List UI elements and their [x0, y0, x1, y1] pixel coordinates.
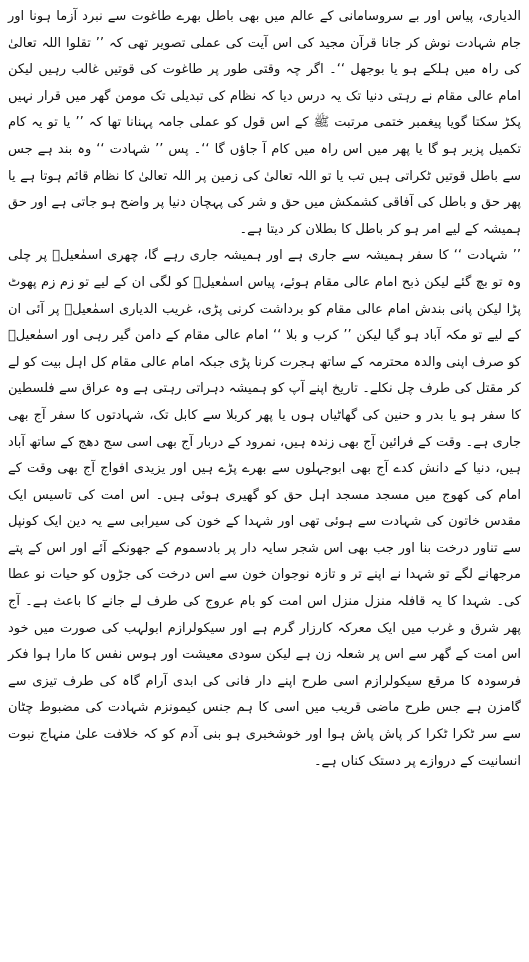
article-paragraph-2: ’’ شہادت ‘‘ کا سفر ہمیشہ سے جاری ہے اور ہمیشہ جاری رہے گا، چھری اسمٰعیلؑ پر چلی وہ تو بچ گئے لیکن ذبح امام عالی مقام ہوئے، پیاس اسمٰعیلؑ کو لگی ان کے لیے تو زم زم پھوٹ پڑا لیکن پانی بندش امام عالی مقام کو برداشت کرنی پڑی، غریب الدیاری اسمٰعیلؑ پر آئی ان کے لیے تو مکہ آباد ہو گیا لیکن ’’ کرب و بلا ‘‘ امام عالی مقام کے دامن گیر رہی اور اسمٰعیلؑ کو صرف اپنی والدہ محترمہ کے ساتھ ہجرت کرنا پڑی جبکہ امام عالی مقام کل اہل بیت کو لے کر مقتل کی طرف چل نکلے۔ تاریخ اپنے آپ کو ہمیشہ دہراتی رہتی ہے وہ عراق سے فلسطین کا سفر ہو یا بدر و حنین کی گھاٹیاں ہوں یا پھر کربلا سے کابل تک، شہادتوں کا سفر آج بھی جاری ہے۔ وقت کے فرائین آج بھی زندہ ہیں، نمرود کے دربار آج بھی اسی سج دھج کے ساتھ آباد ہیں، دنیا کے دانش کدے آج بھی ابوجہلوں سے بھرے پڑے ہیں اور یزیدی افواج آج بھی وقت کے امام کی کھوج میں مسجد مسجد اہل حق کو گھیری ہوئی ہیں۔ اس امت کی تاسیس ایک مقدس خاتون کی شہادت سے ہوئی تھی اور شہدا کے خون کی سیرابی سے یہ دین ایک کونپل سے تناور درخت بنا اور جب بھی اس شجر سایہ دار پر بادسموم کے جھونکے آئے اور اس کے پتے مرجھانے لگے تو شہدا نے اپنے تر و تازہ نوجوان خون سے اس درخت کی جڑوں کو حیات نو عطا کی۔ شہدا کا یہ قافلہ منزل منزل اس امت کو بام عروج کی طرف لے جانے کا باعث ہے۔ آج پھر شرق و غرب میں ایک معرکہ کارزار گرم ہے اور سیکولرازم ابولہب کی صورت میں خود اس امت کے گھر سے اس پر شعلہ زن ہے لیکن سودی معیشت اور ہوس نفس کا مارا ہوا فکر فرسودہ کا مرقع سیکولرازم اسی طرح اپنے دار فانی کی ابدی آرام گاہ کی طرف تیزی سے گامزن ہے جس طرح ماضی قریب میں اسی کا ہم جنس کیمونزم شہادت کی مضبوط چٹان سے سر ٹکرا ٹکرا کر پاش پاش ہوا اور خوشخبری ہو بنی آدم کو کہ خلافت علیٰ منہاج نبوت انسانیت کے دروازے پر دستک کناں ہے۔ [8, 248, 521, 769]
article-paragraph-1: الدیاری، پیاس اور بے سروسامانی کے عالم میں بھی باطل بھرے طاغوت سے نبرد آزما ہونا اور جام شہادت نوش کر جانا قرآن مجید کی اس آیت کی عملی تصویر تھی کہ ’’ تقلوا اللہ تعالیٰ کی راہ میں ہلکے ہو یا بوجھل ‘‘۔ اگر چہ وقتی طور پر طاغوت کی قوتیں غالب رہیں لیکن امام عالی مقام نے رہتی دنیا تک یہ درس دیا کہ نظام کی تبدیلی تک مومن گھر میں قرار نہیں پکڑ سکتا گویا پیغمبر ختمی مرتبت ﷺ کے اس قول کو عملی جامہ پہنانا تھا کہ ’’ یا تو یہ کام تکمیل پزیر ہو گا یا پھر میں اس راہ میں کام آ جاؤں گا ‘‘۔ پس ’’ شہادت ‘‘ وہ بند ہے جس سے باطل قوتیں ٹکراتی ہیں تب یا تو اللہ تعالیٰ کی زمین پر اللہ تعالیٰ کا نظام قائم ہوتا ہے یا پھر حق و باطل کی آفاقی کشمکش میں حق و شر کی پہچان دنیا پر واضح ہو جاتی ہے اور حق ہمیشہ کے لیے امر ہو کر باطل کا بطلان کر دیتا ہے۔ [8, 9, 521, 237]
